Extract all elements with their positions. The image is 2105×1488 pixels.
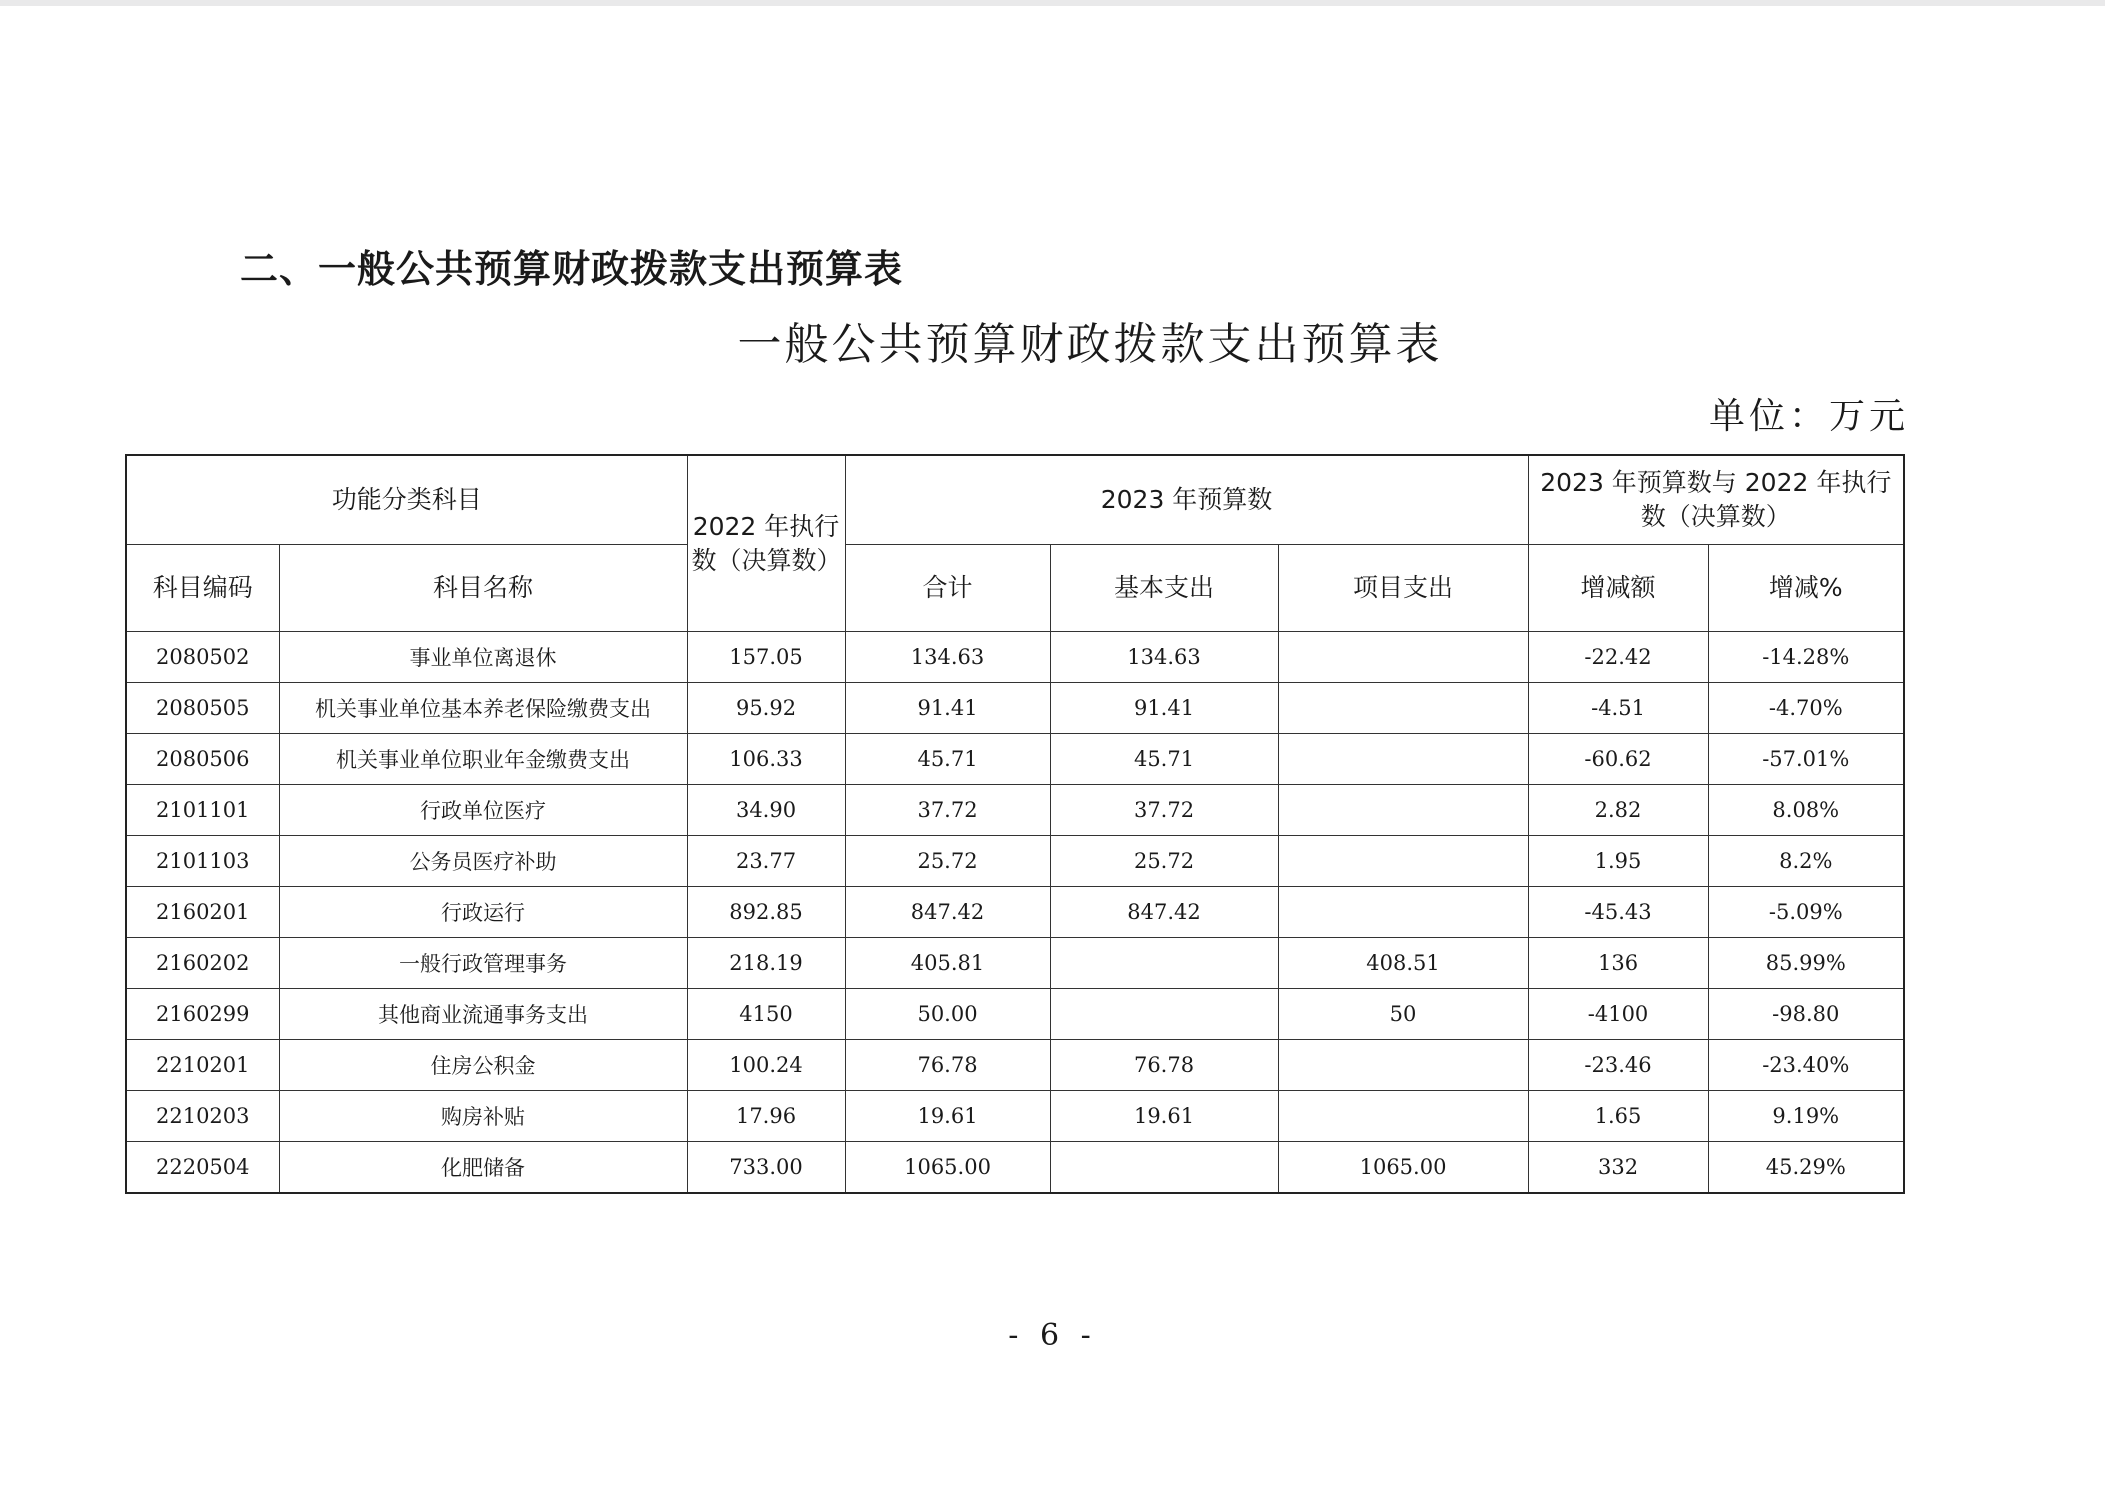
table-row xyxy=(126,1091,1904,1142)
cell-basic: 76.78 xyxy=(1050,1040,1278,1091)
cell-name: 行政单位医疗 xyxy=(279,785,687,836)
cell-change-amount: -4.51 xyxy=(1528,683,1708,734)
cell-total: 405.81 xyxy=(845,938,1050,989)
cell-name: 公务员医疗补助 xyxy=(279,836,687,887)
cell-change-pct: 8.08% xyxy=(1708,785,1904,836)
cell-total: 37.72 xyxy=(845,785,1050,836)
cell-project xyxy=(1278,1091,1528,1142)
cell-change-pct: -4.70% xyxy=(1708,683,1904,734)
cell-code: 2080505 xyxy=(126,683,279,734)
cell-name: 住房公积金 xyxy=(279,1040,687,1091)
cell-code: 2160202 xyxy=(126,938,279,989)
cell-code: 2160299 xyxy=(126,989,279,1040)
cell-basic xyxy=(1050,989,1278,1040)
cell-change-amount: -45.43 xyxy=(1528,887,1708,938)
cell-total: 1065.00 xyxy=(845,1142,1050,1194)
cell-change-pct: 9.19% xyxy=(1708,1091,1904,1142)
table-row xyxy=(126,887,1904,938)
cell-exec-2022: 100.24 xyxy=(687,1040,845,1091)
header-functional-category: 功能分类科目 xyxy=(126,455,687,545)
table-row xyxy=(126,632,1904,683)
budget-table xyxy=(125,454,1905,1194)
table-row xyxy=(126,989,1904,1040)
cell-project: 1065.00 xyxy=(1278,1142,1528,1194)
cell-exec-2022: 106.33 xyxy=(687,734,845,785)
cell-project xyxy=(1278,785,1528,836)
cell-exec-2022: 95.92 xyxy=(687,683,845,734)
cell-code: 2220504 xyxy=(126,1142,279,1194)
cell-basic: 25.72 xyxy=(1050,836,1278,887)
cell-exec-2022: 892.85 xyxy=(687,887,845,938)
scan-edge xyxy=(0,0,2105,6)
header-total: 合计 xyxy=(845,545,1050,632)
table-row xyxy=(126,1040,1904,1091)
cell-change-amount: 1.95 xyxy=(1528,836,1708,887)
cell-change-pct: 45.29% xyxy=(1708,1142,1904,1194)
cell-basic: 19.61 xyxy=(1050,1091,1278,1142)
cell-code: 2210201 xyxy=(126,1040,279,1091)
table-row xyxy=(126,734,1904,785)
cell-change-pct: -23.40% xyxy=(1708,1040,1904,1091)
table-row xyxy=(126,785,1904,836)
cell-total: 91.41 xyxy=(845,683,1050,734)
cell-basic xyxy=(1050,938,1278,989)
cell-code: 2101101 xyxy=(126,785,279,836)
cell-change-amount: 2.82 xyxy=(1528,785,1708,836)
cell-project xyxy=(1278,632,1528,683)
cell-code: 2160201 xyxy=(126,887,279,938)
cell-exec-2022: 218.19 xyxy=(687,938,845,989)
cell-name: 机关事业单位职业年金缴费支出 xyxy=(279,734,687,785)
cell-exec-2022: 733.00 xyxy=(687,1142,845,1194)
header-name: 科目名称 xyxy=(279,545,687,632)
cell-project xyxy=(1278,836,1528,887)
cell-change-amount: -60.62 xyxy=(1528,734,1708,785)
section-heading: 二、一般公共预算财政拨款支出预算表 xyxy=(240,247,904,291)
cell-exec-2022: 4150 xyxy=(687,989,845,1040)
cell-exec-2022: 157.05 xyxy=(687,632,845,683)
cell-basic: 45.71 xyxy=(1050,734,1278,785)
cell-project xyxy=(1278,734,1528,785)
header-budget-2023: 2023 年预算数 xyxy=(845,455,1528,545)
cell-basic: 847.42 xyxy=(1050,887,1278,938)
table-title: 一般公共预算财政拨款支出预算表 xyxy=(737,319,1443,370)
cell-total: 847.42 xyxy=(845,887,1050,938)
cell-change-pct: 85.99% xyxy=(1708,938,1904,989)
cell-change-pct: -57.01% xyxy=(1708,734,1904,785)
cell-basic xyxy=(1050,1142,1278,1194)
cell-code: 2101103 xyxy=(126,836,279,887)
header-change-pct: 增减% xyxy=(1708,545,1904,632)
cell-exec-2022: 17.96 xyxy=(687,1091,845,1142)
cell-total: 45.71 xyxy=(845,734,1050,785)
cell-name: 其他商业流通事务支出 xyxy=(279,989,687,1040)
cell-name: 机关事业单位基本养老保险缴费支出 xyxy=(279,683,687,734)
cell-basic: 37.72 xyxy=(1050,785,1278,836)
cell-change-pct: -98.80 xyxy=(1708,989,1904,1040)
cell-total: 19.61 xyxy=(845,1091,1050,1142)
header-exec-2022: 2022 年执行数（决算数） xyxy=(687,455,845,632)
cell-change-amount: 332 xyxy=(1528,1142,1708,1194)
cell-name: 事业单位离退休 xyxy=(279,632,687,683)
cell-code: 2080506 xyxy=(126,734,279,785)
header-code: 科目编码 xyxy=(126,545,279,632)
header-comparison: 2023 年预算数与 2022 年执行数（决算数） xyxy=(1528,455,1904,545)
cell-total: 50.00 xyxy=(845,989,1050,1040)
cell-name: 一般行政管理事务 xyxy=(279,938,687,989)
cell-name: 行政运行 xyxy=(279,887,687,938)
cell-project xyxy=(1278,887,1528,938)
cell-name: 化肥储备 xyxy=(279,1142,687,1194)
cell-change-pct: 8.2% xyxy=(1708,836,1904,887)
header-basic: 基本支出 xyxy=(1050,545,1278,632)
cell-code: 2080502 xyxy=(126,632,279,683)
unit-label: 单位：万元 xyxy=(1708,396,1909,437)
cell-change-amount: -22.42 xyxy=(1528,632,1708,683)
cell-change-pct: -14.28% xyxy=(1708,632,1904,683)
cell-name: 购房补贴 xyxy=(279,1091,687,1142)
cell-total: 134.63 xyxy=(845,632,1050,683)
table-row xyxy=(126,836,1904,887)
cell-project xyxy=(1278,1040,1528,1091)
cell-change-amount: 136 xyxy=(1528,938,1708,989)
table-row xyxy=(126,1142,1904,1194)
table-row xyxy=(126,938,1904,989)
cell-change-amount: -23.46 xyxy=(1528,1040,1708,1091)
cell-exec-2022: 23.77 xyxy=(687,836,845,887)
cell-total: 76.78 xyxy=(845,1040,1050,1091)
page-number: - 6 - xyxy=(1008,1318,1097,1353)
header-change-amount: 增减额 xyxy=(1528,545,1708,632)
cell-basic: 134.63 xyxy=(1050,632,1278,683)
cell-exec-2022: 34.90 xyxy=(687,785,845,836)
cell-change-amount: 1.65 xyxy=(1528,1091,1708,1142)
cell-change-amount: -4100 xyxy=(1528,989,1708,1040)
table-row xyxy=(126,683,1904,734)
cell-project: 50 xyxy=(1278,989,1528,1040)
header-project: 项目支出 xyxy=(1278,545,1528,632)
cell-code: 2210203 xyxy=(126,1091,279,1142)
cell-basic: 91.41 xyxy=(1050,683,1278,734)
cell-project xyxy=(1278,683,1528,734)
cell-project: 408.51 xyxy=(1278,938,1528,989)
cell-change-pct: -5.09% xyxy=(1708,887,1904,938)
cell-total: 25.72 xyxy=(845,836,1050,887)
